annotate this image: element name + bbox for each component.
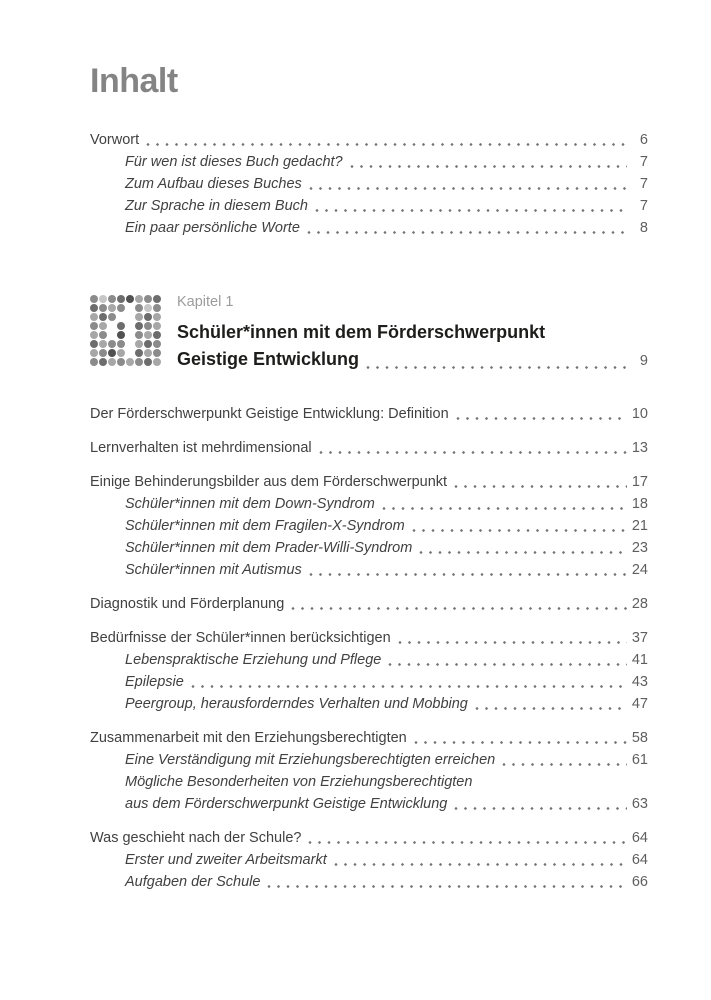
dot-matrix-cell — [144, 322, 152, 330]
dot-leader — [419, 550, 627, 555]
toc-subentry — [90, 771, 648, 793]
toc-entry-page-number: 47 — [631, 696, 648, 712]
dot-matrix-cell — [99, 340, 107, 348]
dot-matrix-cell — [126, 340, 134, 348]
dot-matrix-cell — [144, 358, 152, 366]
dot-matrix-cell — [126, 304, 134, 312]
dot-matrix-cell — [90, 295, 98, 303]
dot-matrix-cell — [135, 340, 143, 348]
dot-matrix-cell — [108, 340, 116, 348]
dot-matrix-cell — [153, 313, 161, 321]
dot-leader — [319, 450, 627, 455]
dot-matrix-cell — [135, 304, 143, 312]
dot-matrix-cell — [117, 295, 125, 303]
toc-entry-page-number: 43 — [631, 674, 648, 690]
dot-matrix-cell — [135, 358, 143, 366]
toc-entry-page-number: 6 — [639, 132, 648, 148]
toc-content — [90, 0, 648, 893]
dot-matrix-cell — [99, 349, 107, 357]
dot-matrix-cell — [90, 340, 98, 348]
dot-matrix-cell — [99, 331, 107, 339]
dot-leader — [398, 640, 627, 645]
toc-entry-page-number: 64 — [631, 852, 648, 868]
dot-matrix-cell — [135, 313, 143, 321]
toc-section — [90, 593, 648, 615]
chapter-dot-matrix-icon — [90, 295, 162, 367]
toc-entry-label: Ein paar persönliche Worte — [125, 220, 300, 236]
toc-entry-label: Zusammenarbeit mit den Erziehungsberechtigten — [90, 730, 407, 746]
toc-entry-page-number: 28 — [631, 596, 648, 612]
toc-entry-page-number: 64 — [631, 830, 648, 846]
dot-matrix-cell — [135, 349, 143, 357]
dot-matrix-cell — [99, 322, 107, 330]
dot-matrix-cell — [99, 358, 107, 366]
toc-subentry — [90, 173, 648, 195]
dot-matrix-cell — [99, 295, 107, 303]
toc-entry-label: Eine Verständigung mit Erziehungsberechtigten erreichen — [125, 752, 496, 768]
dot-matrix-cell — [99, 304, 107, 312]
toc-entry-page-number: 41 — [631, 652, 648, 668]
toc-entry-label: Zur Sprache in diesem Buch — [125, 198, 308, 214]
dot-leader — [382, 506, 627, 511]
dot-leader — [146, 142, 627, 147]
dot-matrix-cell — [90, 322, 98, 330]
chapter-title — [177, 319, 648, 375]
dot-matrix-cell — [144, 295, 152, 303]
toc-entry-page-number: 10 — [631, 406, 648, 422]
dot-leader — [454, 806, 627, 811]
dot-matrix-cell — [144, 331, 152, 339]
dot-matrix-cell — [117, 358, 125, 366]
toc-entry-label: Peergroup, herausforderndes Verhalten und Mobbing — [125, 696, 468, 712]
dot-leader — [334, 862, 627, 867]
dot-matrix-cell — [108, 358, 116, 366]
dot-leader — [307, 230, 627, 235]
toc-subentry — [90, 151, 648, 173]
dot-matrix-cell — [90, 358, 98, 366]
toc-entry-page-number: 13 — [631, 440, 648, 456]
dot-matrix-cell — [117, 331, 125, 339]
dot-matrix-cell — [108, 304, 116, 312]
toc-entry — [90, 403, 648, 425]
toc-entry — [90, 627, 648, 649]
chapter-title-line1: Schüler*innen mit dem Förderschwerpunkt — [177, 322, 546, 342]
dot-leader — [315, 208, 627, 213]
toc-section — [90, 471, 648, 581]
toc-subentry — [90, 749, 648, 771]
chapter-title-line2 — [177, 346, 648, 375]
toc-entry — [90, 727, 648, 749]
toc-subentry — [90, 871, 648, 893]
dot-matrix-cell — [108, 322, 116, 330]
chapter-title-line2-label: Geistige Entwicklung — [177, 349, 360, 369]
toc-entry-label: Für wen ist dieses Buch gedacht? — [125, 154, 343, 170]
toc-subentry — [90, 849, 648, 871]
dot-matrix-cell — [108, 313, 116, 321]
toc-entry-page-number: 21 — [631, 518, 648, 534]
toc-subentry — [90, 793, 648, 815]
toc-entry-page-number: 63 — [631, 796, 648, 812]
dot-matrix-cell — [99, 313, 107, 321]
toc-subentry — [90, 515, 648, 537]
page-title: Inhalt — [90, 62, 178, 100]
toc-entry-page-number: 58 — [631, 730, 648, 746]
toc-subentry — [90, 559, 648, 581]
dot-leader — [388, 662, 627, 667]
toc-subentry — [90, 217, 648, 239]
dot-matrix-cell — [108, 295, 116, 303]
toc-entry-label: Lernverhalten ist mehrdimensional — [90, 440, 312, 456]
toc-entry-page-number: 23 — [631, 540, 648, 556]
dot-matrix-cell — [90, 313, 98, 321]
toc-entry — [90, 593, 648, 615]
toc-entry-page-number: 7 — [639, 176, 648, 192]
toc-entry — [90, 129, 648, 151]
toc-entry-label: Zum Aufbau dieses Buches — [125, 176, 302, 192]
chapter-kicker: Kapitel 1 — [177, 294, 234, 310]
dot-matrix-cell — [126, 331, 134, 339]
toc-entry-label: Lebenspraktische Erziehung und Pflege — [125, 652, 382, 668]
dot-leader — [309, 186, 627, 191]
toc-entry-label: Diagnostik und Förderplanung — [90, 596, 285, 612]
toc-entry — [90, 471, 648, 493]
toc-entry-page-number: 7 — [639, 198, 648, 214]
dot-matrix-cell — [126, 358, 134, 366]
toc-entry-page-number: 24 — [631, 562, 648, 578]
dot-matrix-cell — [90, 304, 98, 312]
dot-leader — [267, 884, 627, 889]
dot-matrix-cell — [153, 322, 161, 330]
dot-matrix-cell — [117, 304, 125, 312]
toc-entry-label: Schüler*innen mit dem Prader-Willi-Syndrom — [125, 540, 413, 556]
dot-leader — [502, 762, 627, 767]
dot-leader — [366, 365, 627, 370]
toc-section — [90, 727, 648, 815]
toc-section — [90, 437, 648, 459]
dot-matrix-cell — [117, 313, 125, 321]
dot-matrix-cell — [117, 322, 125, 330]
dot-matrix-cell — [144, 313, 152, 321]
dot-matrix-cell — [144, 304, 152, 312]
dot-matrix-cell — [90, 349, 98, 357]
toc-subentry — [90, 537, 648, 559]
chapter-1-block — [90, 293, 648, 375]
dot-matrix-cell — [108, 331, 116, 339]
dot-matrix-cell — [126, 313, 134, 321]
toc-section — [90, 403, 648, 425]
dot-leader — [414, 740, 627, 745]
dot-matrix-cell — [153, 349, 161, 357]
dot-matrix-cell — [153, 331, 161, 339]
dot-matrix-cell — [126, 349, 134, 357]
dot-matrix-cell — [126, 295, 134, 303]
toc-entry-label: aus dem Förderschwerpunkt Geistige Entwicklung — [125, 796, 448, 812]
dot-leader — [309, 572, 627, 577]
toc-entry-page-number: 61 — [631, 752, 648, 768]
toc-entry-label: Epilepsie — [125, 674, 184, 690]
dot-matrix-cell — [153, 295, 161, 303]
dot-leader — [291, 606, 627, 611]
toc-entry-page-number: 17 — [631, 474, 648, 490]
toc-entry-label: Schüler*innen mit Autismus — [125, 562, 302, 578]
toc-entry — [90, 437, 648, 459]
dot-leader — [475, 706, 627, 711]
dot-matrix-cell — [153, 358, 161, 366]
toc-sections — [90, 403, 648, 893]
toc-subentry — [90, 649, 648, 671]
toc-entry-label: Aufgaben der Schule — [125, 874, 261, 890]
toc-entry-label: Was geschieht nach der Schule? — [90, 830, 302, 846]
toc-entry-page-number: 7 — [639, 154, 648, 170]
toc-entry-label: Mögliche Besonderheiten von Erziehungsberechtigten — [125, 774, 473, 790]
dot-leader — [479, 784, 627, 789]
toc-entry-label: Schüler*innen mit dem Down-Syndrom — [125, 496, 375, 512]
dot-leader — [456, 416, 627, 421]
toc-entry-label: Der Förderschwerpunkt Geistige Entwicklung: Definition — [90, 406, 449, 422]
dot-matrix-cell — [135, 331, 143, 339]
toc-entry-page-number: 8 — [639, 220, 648, 236]
toc-section — [90, 827, 648, 893]
toc-entry — [90, 827, 648, 849]
toc-entry-page-number: 18 — [631, 496, 648, 512]
chapter-text — [177, 293, 648, 375]
dot-matrix-cell — [117, 349, 125, 357]
dot-matrix-cell — [153, 340, 161, 348]
dot-matrix-cell — [126, 322, 134, 330]
dot-matrix-cell — [144, 349, 152, 357]
dot-leader — [308, 840, 627, 845]
toc-entry-page-number: 37 — [631, 630, 648, 646]
dot-matrix-cell — [153, 304, 161, 312]
toc-subentry — [90, 693, 648, 715]
toc-entry-label: Vorwort — [90, 132, 140, 148]
toc-subentry — [90, 671, 648, 693]
toc-entry-label: Einige Behinderungsbilder aus dem Förderschwerpunkt — [90, 474, 448, 490]
dot-matrix-cell — [135, 322, 143, 330]
front-matter-list — [90, 129, 648, 239]
toc-subentry — [90, 195, 648, 217]
dot-leader — [412, 528, 627, 533]
dot-matrix-cell — [135, 295, 143, 303]
toc-entry-label: Erster und zweiter Arbeitsmarkt — [125, 852, 327, 868]
chapter-page-number: 9 — [639, 353, 648, 369]
toc-entry-label: Bedürfnisse der Schüler*innen berücksichtigen — [90, 630, 391, 646]
toc-section — [90, 627, 648, 715]
dot-leader — [191, 684, 627, 689]
toc-entry-label: Schüler*innen mit dem Fragilen-X-Syndrom — [125, 518, 405, 534]
dot-matrix-cell — [108, 349, 116, 357]
dot-leader — [454, 484, 627, 489]
toc-entry-page-number: 66 — [631, 874, 648, 890]
dot-matrix-cell — [90, 331, 98, 339]
dot-leader — [350, 164, 627, 169]
toc-subentry — [90, 493, 648, 515]
dot-matrix-cell — [117, 340, 125, 348]
dot-matrix-cell — [144, 340, 152, 348]
